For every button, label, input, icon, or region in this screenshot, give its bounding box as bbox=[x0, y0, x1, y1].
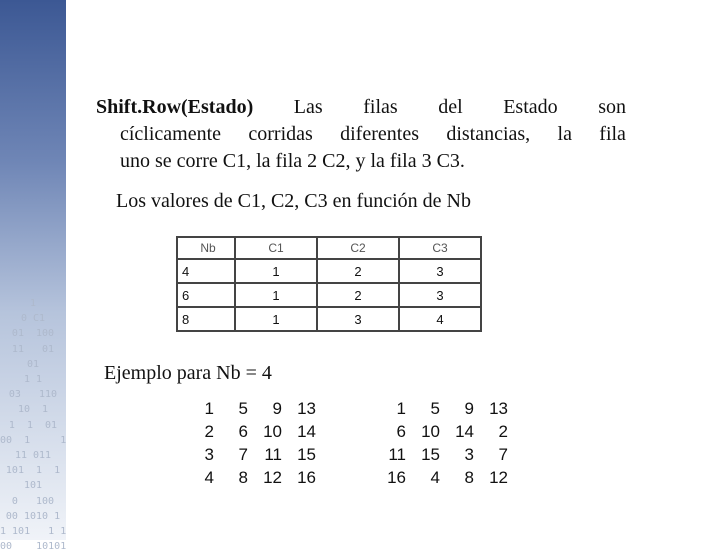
binary-line: 01 100 bbox=[11, 328, 55, 340]
table-row bbox=[177, 259, 481, 283]
matrix-cell: 6 bbox=[238, 422, 248, 441]
table-cell: 8 bbox=[177, 307, 235, 331]
matrix-cell: 16 bbox=[387, 468, 406, 487]
matrix-cell: 8 bbox=[238, 468, 248, 487]
matrix-cell: 15 bbox=[297, 445, 316, 464]
matrix-cell: 14 bbox=[455, 422, 474, 441]
binary-line: 1 101 1 1 bbox=[0, 526, 67, 538]
matrix-cell: 7 bbox=[238, 445, 248, 464]
binary-line: 11 011 bbox=[14, 450, 52, 462]
binary-line: 101 bbox=[23, 480, 43, 492]
header-c2: C2 bbox=[317, 237, 399, 259]
matrix-cell: 14 bbox=[297, 422, 316, 441]
header-nb: Nb bbox=[177, 237, 235, 259]
matrix-cell: 11 bbox=[264, 445, 282, 464]
paragraph-word: distancias, bbox=[446, 123, 531, 145]
matrix-cell: 9 bbox=[272, 399, 282, 418]
matrix-cell: 1 bbox=[204, 399, 214, 418]
paragraph-line-3: uno se corre C1, la fila 2 C2, y la fila 3 C3. bbox=[120, 150, 465, 172]
matrix-cell: 10 bbox=[421, 422, 440, 441]
table-cell: 6 bbox=[177, 283, 235, 307]
example-label: Ejemplo para Nb = 4 bbox=[104, 362, 272, 384]
matrix-cell: 3 bbox=[464, 445, 474, 464]
table-cell: 3 bbox=[399, 283, 481, 307]
matrix-cell: 2 bbox=[204, 422, 214, 441]
values-description: Los valores de C1, C2, C3 en función de Nb bbox=[116, 190, 471, 212]
binary-line: 1 1 bbox=[23, 374, 43, 386]
matrix-cell: 9 bbox=[464, 399, 474, 418]
matrix-cell: 4 bbox=[430, 468, 440, 487]
table-cell: 3 bbox=[317, 307, 399, 331]
binary-line: 01 bbox=[26, 358, 40, 370]
paragraph-line-2 bbox=[96, 121, 626, 148]
matrix-cell: 12 bbox=[263, 468, 282, 487]
matrix-cell: 13 bbox=[297, 399, 316, 418]
binary-line: 1 1 01 bbox=[8, 419, 58, 431]
binary-line: 00 1010 1 bbox=[5, 510, 61, 522]
binary-line: 00 10101 bbox=[0, 541, 67, 553]
matrix-cell: 13 bbox=[489, 399, 508, 418]
table-row bbox=[177, 283, 481, 307]
binary-line: 1 bbox=[29, 298, 37, 309]
matrix-cell: 6 bbox=[396, 422, 406, 441]
paragraph-word: filas bbox=[363, 96, 398, 118]
table-cell: 1 bbox=[235, 259, 317, 283]
header-c3: C3 bbox=[399, 237, 481, 259]
matrix-cell: 3 bbox=[204, 445, 214, 464]
state-matrix-before bbox=[184, 397, 320, 489]
matrix-cell: 16 bbox=[297, 468, 316, 487]
matrix-cell: 11 bbox=[388, 445, 406, 464]
paragraph-word: Estado bbox=[503, 96, 558, 118]
binary-line: 0 C1 bbox=[20, 313, 46, 325]
matrix-cell: 4 bbox=[204, 468, 214, 487]
table-cell: 2 bbox=[317, 283, 399, 307]
paragraph-line-1 bbox=[96, 94, 626, 121]
table-row bbox=[177, 307, 481, 331]
matrix-cell: 2 bbox=[498, 422, 508, 441]
matrix-cell: 15 bbox=[421, 445, 440, 464]
decorative-binary-digits bbox=[0, 296, 66, 554]
table-header-row bbox=[177, 237, 481, 259]
paragraph-word: son bbox=[598, 96, 626, 118]
shift-offsets-table bbox=[176, 236, 482, 332]
binary-line: 03 110 bbox=[8, 389, 58, 401]
matrix-cell: 8 bbox=[464, 468, 474, 487]
paragraph-word: del bbox=[438, 96, 463, 118]
paragraph-word: Shift.Row(Estado) bbox=[96, 96, 254, 118]
binary-line: 0 100 bbox=[11, 495, 55, 507]
paragraph-word: cíclicamente bbox=[120, 123, 222, 145]
matrix-cell: 7 bbox=[498, 445, 508, 464]
matrix-cell: 12 bbox=[489, 468, 508, 487]
shiftrow-paragraph bbox=[96, 94, 626, 175]
binary-line: 00 1 1 bbox=[0, 434, 67, 446]
table-cell: 4 bbox=[399, 307, 481, 331]
matrix-cell: 5 bbox=[430, 399, 440, 418]
table-cell: 2 bbox=[317, 259, 399, 283]
table-cell: 4 bbox=[177, 259, 235, 283]
table-cell: 3 bbox=[399, 259, 481, 283]
header-c1: C1 bbox=[235, 237, 317, 259]
matrix-cell: 1 bbox=[396, 399, 406, 418]
binary-line: 101 1 1 bbox=[5, 465, 61, 477]
paragraph-word: la bbox=[557, 123, 572, 145]
table-cell: 1 bbox=[235, 307, 317, 331]
matrix-cell: 5 bbox=[238, 399, 248, 418]
paragraph-word: corridas bbox=[248, 123, 313, 145]
paragraph-word: fila bbox=[599, 123, 626, 145]
binary-line: 10 1 bbox=[17, 404, 49, 416]
matrix-cell: 10 bbox=[263, 422, 282, 441]
state-matrix-after bbox=[376, 397, 512, 489]
paragraph-word: diferentes bbox=[340, 123, 419, 145]
table-cell: 1 bbox=[235, 283, 317, 307]
paragraph-word: Las bbox=[293, 96, 323, 118]
binary-line: 11 01 bbox=[11, 343, 55, 355]
